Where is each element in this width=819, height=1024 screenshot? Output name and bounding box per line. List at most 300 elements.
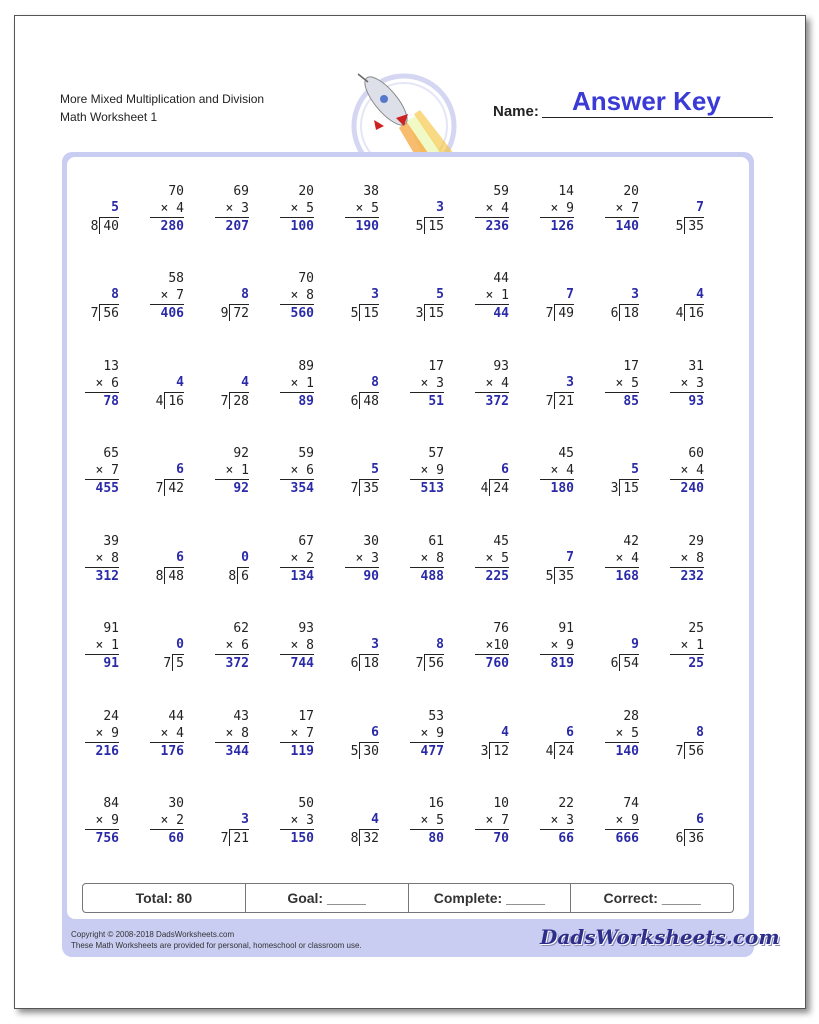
- divisor: 8: [350, 831, 359, 846]
- multiplier: 8: [241, 726, 249, 741]
- multiplication-problem: [540, 795, 574, 847]
- quotient: 8: [436, 637, 444, 652]
- answer: 60: [150, 829, 184, 847]
- multiplier-row: [410, 812, 444, 829]
- quotient: 8: [111, 287, 119, 302]
- multiplier: 5: [436, 813, 444, 828]
- copyright-line-2: These Math Worksheets are provided for personal, homeschool or classroom use.: [71, 941, 362, 950]
- times-sign: ×: [615, 551, 624, 566]
- times-sign: ×: [420, 813, 429, 828]
- times-sign: ×: [355, 551, 364, 566]
- multiplication-problem: [410, 533, 444, 585]
- multiplication-problem: [150, 708, 184, 760]
- multiplier: 7: [631, 201, 639, 216]
- multiplicand: 74: [623, 796, 639, 811]
- times-sign: ×: [680, 463, 689, 478]
- correct-field[interactable]: Correct: _____: [603, 890, 701, 906]
- times-sign: ×: [485, 288, 494, 303]
- multiplier-row: [280, 462, 314, 479]
- multiplication-problem: [85, 620, 119, 672]
- times-sign: ×: [290, 288, 299, 303]
- division-problem: [71, 200, 119, 236]
- multiplicand: 44: [168, 709, 184, 724]
- division-bracket: [554, 567, 555, 584]
- multiplier: 3: [436, 376, 444, 391]
- multiplication-problem: [280, 445, 314, 497]
- answer: 560: [280, 304, 314, 322]
- multiplier-row: [605, 812, 639, 829]
- answer: 150: [280, 829, 314, 847]
- quotient: 6: [371, 725, 379, 740]
- answer: 51: [410, 392, 444, 410]
- times-sign: ×: [615, 376, 624, 391]
- multiplier: 1: [241, 463, 249, 478]
- quotient: 6: [566, 725, 574, 740]
- answer: 216: [85, 742, 119, 760]
- multiplier-row: [670, 375, 704, 392]
- dividend: 16: [168, 394, 184, 409]
- multiplier-row: [85, 375, 119, 392]
- division-bracket: [684, 304, 685, 321]
- dividend: 5: [176, 656, 184, 671]
- times-sign: ×: [550, 463, 559, 478]
- multiplicand: 30: [363, 534, 379, 549]
- division-bracket: [359, 829, 360, 846]
- division-bar: [359, 829, 379, 830]
- multiplier: 9: [436, 726, 444, 741]
- division-bar: [164, 392, 184, 393]
- multiplier-row: [540, 637, 574, 654]
- multiplier: 3: [241, 201, 249, 216]
- multiplicand: 59: [493, 184, 509, 199]
- dividend: 15: [428, 219, 444, 234]
- name-label: Name:: [493, 103, 539, 120]
- division-bar: [619, 304, 639, 305]
- answer: 236: [475, 217, 509, 235]
- multiplication-problem: [85, 533, 119, 585]
- answer: 140: [605, 217, 639, 235]
- multiplicand: 30: [168, 796, 184, 811]
- divisor: 7: [545, 394, 554, 409]
- answer: 190: [345, 217, 379, 235]
- quotient: 0: [176, 637, 184, 652]
- multiplication-problem: [85, 708, 119, 760]
- divisor: 7: [90, 306, 99, 321]
- multiplier-row: [540, 462, 574, 479]
- answer: 44: [475, 304, 509, 322]
- answer: 225: [475, 567, 509, 585]
- times-sign: ×: [615, 726, 624, 741]
- multiplier: 5: [501, 551, 509, 566]
- division-bar: [684, 742, 704, 743]
- division-bar: [554, 567, 574, 568]
- answer-key-label: Answer Key: [572, 86, 721, 116]
- multiplier-row: [280, 550, 314, 567]
- answer: 89: [280, 392, 314, 410]
- multiplier-row: [540, 812, 574, 829]
- answer: 760: [475, 654, 509, 672]
- multiplier-row: [475, 200, 509, 217]
- answer: 744: [280, 654, 314, 672]
- multiplicand: 93: [298, 621, 314, 636]
- answer: 126: [540, 217, 574, 235]
- multiplication-problem: [345, 183, 379, 235]
- division-problem: [201, 375, 249, 411]
- times-sign: ×: [290, 813, 299, 828]
- multiplier: 1: [306, 376, 314, 391]
- quotient: 3: [371, 637, 379, 652]
- multiplication-problem: [215, 620, 249, 672]
- multiplication-problem: [670, 358, 704, 410]
- times-sign: ×: [95, 551, 104, 566]
- times-sign: ×: [95, 813, 104, 828]
- multiplication-problem: [150, 795, 184, 847]
- divisor: 6: [350, 656, 359, 671]
- multiplicand: 17: [298, 709, 314, 724]
- quotient: 5: [111, 200, 119, 215]
- multiplier: 4: [566, 463, 574, 478]
- divisor: 6: [610, 306, 619, 321]
- times-sign: ×: [420, 551, 429, 566]
- answer: 372: [215, 654, 249, 672]
- times-sign: ×: [160, 813, 169, 828]
- division-bracket: [99, 217, 100, 234]
- multiplication-problem: [670, 620, 704, 672]
- multiplier: 4: [631, 551, 639, 566]
- times-sign: ×: [420, 376, 429, 391]
- multiplier: 4: [176, 726, 184, 741]
- dividend: 30: [363, 744, 379, 759]
- division-bracket: [99, 304, 100, 321]
- multiplicand: 17: [428, 359, 444, 374]
- total-count: Total: 80: [83, 884, 246, 912]
- multiplier: 2: [306, 551, 314, 566]
- multiplier: 8: [696, 551, 704, 566]
- multiplier-row: [345, 200, 379, 217]
- multiplicand: 17: [623, 359, 639, 374]
- times-sign: ×: [160, 288, 169, 303]
- multiplier: 3: [566, 813, 574, 828]
- multiplier-row: [85, 725, 119, 742]
- division-bar: [424, 217, 444, 218]
- division-bracket: [424, 217, 425, 234]
- multiplicand: 91: [558, 621, 574, 636]
- dividend: 49: [558, 306, 574, 321]
- division-bar: [359, 304, 379, 305]
- divisor: 7: [350, 481, 359, 496]
- division-bracket: [684, 829, 685, 846]
- multiplier-row: [85, 462, 119, 479]
- site-logo: DadsWorksheets.com: [540, 925, 780, 949]
- dividend: 54: [623, 656, 639, 671]
- multiplicand: 62: [233, 621, 249, 636]
- division-bracket: [424, 304, 425, 321]
- multiplier-row: [85, 550, 119, 567]
- division-bracket: [164, 479, 165, 496]
- multiplication-problem: [410, 795, 444, 847]
- divisor: 5: [350, 306, 359, 321]
- multiplier-row: [475, 375, 509, 392]
- multiplication-problem: [670, 445, 704, 497]
- division-problem: [656, 725, 704, 761]
- dividend: 36: [688, 831, 704, 846]
- division-problem: [461, 725, 509, 761]
- multiplicand: 93: [493, 359, 509, 374]
- division-problem: [396, 637, 444, 673]
- division-bracket: [424, 654, 425, 671]
- division-problem: [526, 375, 574, 411]
- quotient: 5: [436, 287, 444, 302]
- divisor: 7: [675, 744, 684, 759]
- division-problem: [71, 287, 119, 323]
- multiplicand: 44: [493, 271, 509, 286]
- divisor: 7: [220, 394, 229, 409]
- quotient: 5: [371, 462, 379, 477]
- dividend: 6: [241, 569, 249, 584]
- multiplier: 9: [111, 813, 119, 828]
- division-bracket: [359, 742, 360, 759]
- multiplication-problem: [475, 620, 509, 672]
- multiplicand: 89: [298, 359, 314, 374]
- multiplicand: 91: [103, 621, 119, 636]
- dividend: 72: [233, 306, 249, 321]
- multiplication-problem: [605, 795, 639, 847]
- divisor: 6: [610, 656, 619, 671]
- quotient: 8: [696, 725, 704, 740]
- multiplicand: 92: [233, 446, 249, 461]
- multiplicand: 31: [688, 359, 704, 374]
- multiplier: 7: [111, 463, 119, 478]
- division-bracket: [554, 742, 555, 759]
- divisor: 5: [350, 744, 359, 759]
- multiplicand: 42: [623, 534, 639, 549]
- division-bar: [229, 829, 249, 830]
- multiplication-problem: [280, 620, 314, 672]
- complete-field[interactable]: Complete: _____: [409, 884, 572, 912]
- divisor: 7: [415, 656, 424, 671]
- answer: 513: [410, 479, 444, 497]
- division-bar: [554, 742, 574, 743]
- multiplication-problem: [670, 533, 704, 585]
- multiplier: 6: [111, 376, 119, 391]
- multiplication-problem: [150, 183, 184, 235]
- answer: 756: [85, 829, 119, 847]
- dividend: 16: [688, 306, 704, 321]
- divisor: 6: [675, 831, 684, 846]
- division-bar: [359, 742, 379, 743]
- division-bracket: [229, 829, 230, 846]
- division-bar: [424, 654, 444, 655]
- divisor: 7: [220, 831, 229, 846]
- multiplier-row: [410, 375, 444, 392]
- multiplier: 9: [436, 463, 444, 478]
- quotient: 9: [631, 637, 639, 652]
- division-problem: [591, 287, 639, 323]
- divisor: 7: [155, 481, 164, 496]
- multiplier: 5: [306, 201, 314, 216]
- quotient: 8: [371, 375, 379, 390]
- multiplier-row: [475, 637, 509, 654]
- divisor: 6: [350, 394, 359, 409]
- quotient: 4: [176, 375, 184, 390]
- answer: 93: [670, 392, 704, 410]
- multiplier: 2: [176, 813, 184, 828]
- multiplier: 4: [501, 376, 509, 391]
- multiplier-row: [670, 637, 704, 654]
- division-bar: [489, 479, 509, 480]
- multiplier: 1: [111, 638, 119, 653]
- times-sign: ×: [225, 201, 234, 216]
- dividend: 21: [233, 831, 249, 846]
- multiplier-row: [605, 375, 639, 392]
- divisor: 3: [610, 481, 619, 496]
- division-bracket: [619, 479, 620, 496]
- quotient: 8: [241, 287, 249, 302]
- multiplication-problem: [540, 445, 574, 497]
- multiplier: 4: [501, 201, 509, 216]
- divisor: 4: [675, 306, 684, 321]
- multiplicand: 70: [168, 184, 184, 199]
- multiplicand: 65: [103, 446, 119, 461]
- dividend: 35: [688, 219, 704, 234]
- answer: 134: [280, 567, 314, 585]
- multiplication-problem: [280, 708, 314, 760]
- answer: 488: [410, 567, 444, 585]
- division-bar: [229, 392, 249, 393]
- division-problem: [526, 287, 574, 323]
- times-sign: ×: [95, 463, 104, 478]
- multiplication-problem: [150, 270, 184, 322]
- division-bar: [359, 479, 379, 480]
- answer: 176: [150, 742, 184, 760]
- multiplication-problem: [215, 708, 249, 760]
- title-line-2: Math Worksheet 1: [60, 110, 158, 124]
- dividend: 56: [103, 306, 119, 321]
- division-bracket: [359, 304, 360, 321]
- multiplier-row: [215, 200, 249, 217]
- dividend: 18: [363, 656, 379, 671]
- multiplier-row: [540, 200, 574, 217]
- multiplicand: 13: [103, 359, 119, 374]
- multiplier: 3: [306, 813, 314, 828]
- multiplier-row: [475, 287, 509, 304]
- answer: 312: [85, 567, 119, 585]
- answer: 90: [345, 567, 379, 585]
- answer: 666: [605, 829, 639, 847]
- division-bracket: [684, 742, 685, 759]
- answer: 207: [215, 217, 249, 235]
- multiplicand: 22: [558, 796, 574, 811]
- division-problem: [656, 287, 704, 323]
- division-bracket: [554, 304, 555, 321]
- multiplicand: 45: [493, 534, 509, 549]
- multiplier-row: [150, 200, 184, 217]
- multiplication-problem: [280, 183, 314, 235]
- multiplier-row: [410, 462, 444, 479]
- division-bracket: [359, 392, 360, 409]
- division-problem: [461, 462, 509, 498]
- dividend: 21: [558, 394, 574, 409]
- quotient: 3: [566, 375, 574, 390]
- multiplier: 7: [501, 813, 509, 828]
- multiplier: 6: [241, 638, 249, 653]
- multiplicand: 14: [558, 184, 574, 199]
- multiplier-row: [605, 725, 639, 742]
- multiplier: 4: [176, 201, 184, 216]
- answer: 85: [605, 392, 639, 410]
- division-bracket: [489, 479, 490, 496]
- multiplicand: 57: [428, 446, 444, 461]
- multiplier-row: [410, 725, 444, 742]
- multiplier: 9: [631, 813, 639, 828]
- multiplier-row: [215, 637, 249, 654]
- divisor: 5: [675, 219, 684, 234]
- division-problem: [396, 287, 444, 323]
- division-bar: [554, 304, 574, 305]
- times-sign: ×: [95, 638, 104, 653]
- multiplication-problem: [280, 533, 314, 585]
- division-problem: [526, 550, 574, 586]
- multiplier: 8: [306, 638, 314, 653]
- name-field[interactable]: [542, 117, 773, 118]
- multiplier-row: [280, 287, 314, 304]
- multiplier: 5: [371, 201, 379, 216]
- answer: 280: [150, 217, 184, 235]
- times-sign: ×: [420, 463, 429, 478]
- multiplicand: 28: [623, 709, 639, 724]
- multiplication-problem: [475, 795, 509, 847]
- multiplicand: 29: [688, 534, 704, 549]
- multiplier-row: [280, 812, 314, 829]
- division-problem: [396, 200, 444, 236]
- multiplier-row: [475, 550, 509, 567]
- goal-field[interactable]: Goal: _____: [246, 884, 409, 912]
- times-sign: ×: [225, 463, 234, 478]
- division-problem: [331, 812, 379, 848]
- multiplier-row: [670, 550, 704, 567]
- divisor: 7: [163, 656, 172, 671]
- multiplication-problem: [280, 358, 314, 410]
- division-problem: [201, 550, 249, 586]
- quotient: 7: [566, 287, 574, 302]
- division-problem: [136, 375, 184, 411]
- times-sign: ×: [680, 638, 689, 653]
- multiplier: 8: [436, 551, 444, 566]
- division-bar: [619, 654, 639, 655]
- multiplication-problem: [410, 445, 444, 497]
- times-sign: ×: [615, 813, 624, 828]
- division-bracket: [359, 654, 360, 671]
- multiplicand: 60: [688, 446, 704, 461]
- dividend: 42: [168, 481, 184, 496]
- times-sign: ×: [290, 638, 299, 653]
- divisor: 3: [480, 744, 489, 759]
- division-bracket: [164, 392, 165, 409]
- times-sign: ×: [485, 551, 494, 566]
- multiplication-problem: [475, 270, 509, 322]
- multiplication-problem: [475, 533, 509, 585]
- multiplier-row: [280, 725, 314, 742]
- multiplicand: 38: [363, 184, 379, 199]
- answer: 819: [540, 654, 574, 672]
- dividend: 15: [363, 306, 379, 321]
- multiplication-problem: [85, 358, 119, 410]
- divisor: 4: [155, 394, 164, 409]
- multiplier-row: [475, 812, 509, 829]
- multiplier-row: [605, 200, 639, 217]
- multiplicand: 10: [493, 796, 509, 811]
- times-sign: ×: [355, 201, 364, 216]
